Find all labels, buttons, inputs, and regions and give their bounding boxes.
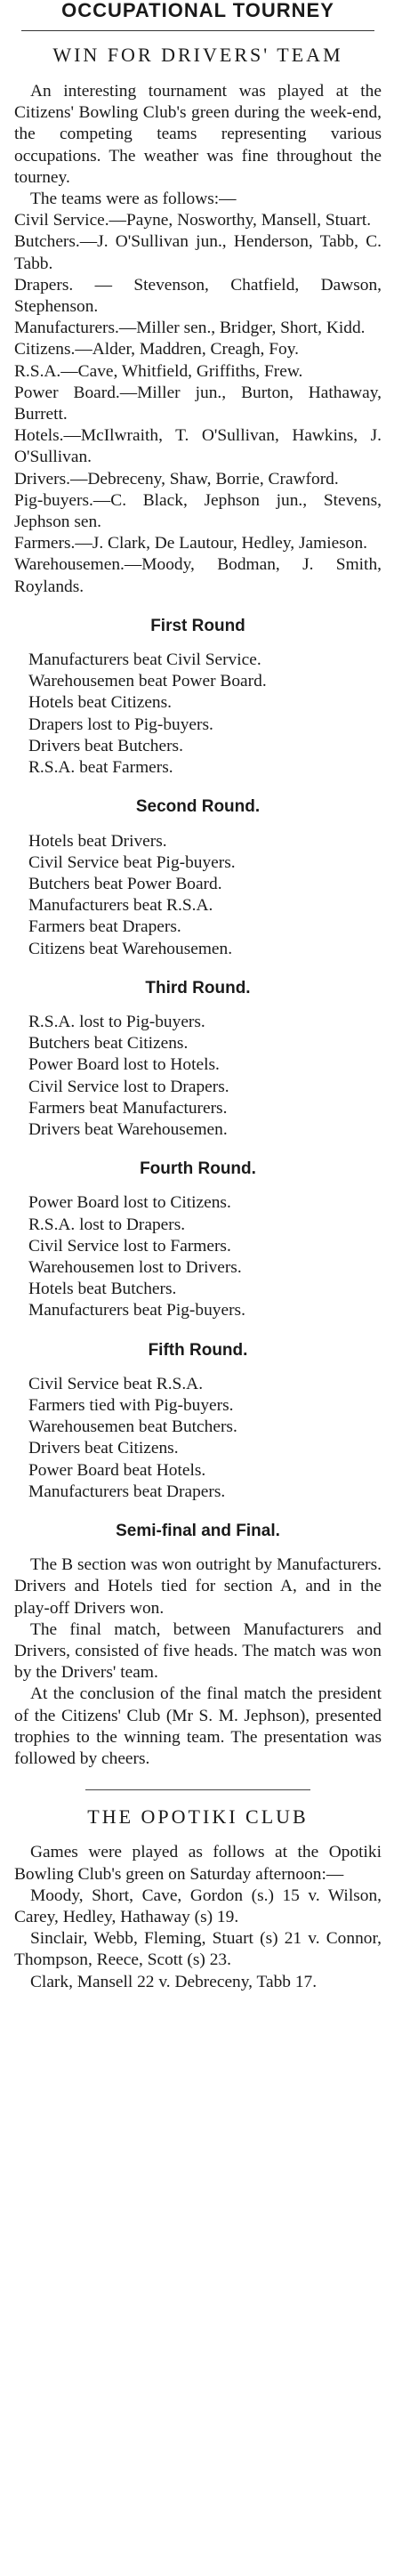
- club-result: Clark, Mansell 22 v. Debreceny, Tabb 17.: [30, 1972, 318, 1991]
- final-paragraph: At the conclusion of the final match the president of the Citizens' Club (Mr S. M. Jephson), presented trophies to the winning team. The presentation was followed by cheers.: [14, 1684, 382, 1769]
- result-line: Drivers beat Citizens.: [28, 1439, 179, 1458]
- result-line: Warehousemen lost to Drivers.: [28, 1257, 242, 1277]
- result-line: Warehousemen beat Power Board.: [28, 672, 267, 691]
- final-title: Semi-final and Final.: [116, 1521, 280, 1540]
- intro-paragraph: An interesting tournament was played at the Citizens' Bowling Club's green during the week-end, the competing teams representing various occupations. The weather was fine throughout the tourney.: [14, 82, 382, 187]
- result-line: Power Board lost to Citizens.: [28, 1193, 231, 1213]
- result-line: Civil Service lost to Drapers.: [28, 1077, 229, 1096]
- result-line: Manufacturers beat Drapers.: [28, 1482, 226, 1501]
- team-entry: Drivers.—Debreceny, Shaw, Borrie, Crawford.: [14, 469, 339, 489]
- team-entry: Citizens.—Alder, Maddren, Creagh, Foy.: [14, 340, 300, 359]
- round-first: [14, 616, 382, 779]
- round-title: First Round: [150, 616, 245, 635]
- result-line: Farmers tied with Pig-buyers.: [28, 1395, 234, 1415]
- article-header: OCCUPATIONAL TOURNEY: [61, 0, 334, 21]
- team-entry: Civil Service.—Payne, Nosworthy, Mansell, Stuart.: [14, 211, 372, 230]
- result-line: Warehousemen beat Butchers.: [28, 1417, 237, 1437]
- team-list: [14, 210, 382, 598]
- result-line: Butchers beat Power Board.: [28, 874, 222, 893]
- result-line: Farmers beat Drapers.: [28, 917, 181, 937]
- result-line: Civil Service beat R.S.A.: [28, 1374, 204, 1393]
- final-section: [14, 1521, 382, 1770]
- round-title: Fifth Round.: [148, 1340, 248, 1360]
- result-line: Drivers beat Butchers.: [28, 736, 183, 755]
- round-third: [14, 978, 382, 1141]
- result-line: Civil Service beat Pig-buyers.: [28, 852, 236, 872]
- round-fourth: [14, 1159, 382, 1321]
- club-paragraph: Games were played as follows at the Opotiki Bowling Club's green on Saturday afternoon:—: [14, 1843, 382, 1884]
- team-entry: Hotels.—McIlwraith, T. O'Sullivan, Hawkins, J. O'Sullivan.: [14, 426, 382, 467]
- result-line: Drapers lost to Pig-buyers.: [28, 715, 213, 734]
- result-line: Citizens beat Warehousemen.: [28, 939, 233, 958]
- result-line: Hotels beat Butchers.: [28, 1280, 177, 1299]
- final-paragraph: The B section was won outright by Manufacturers. Drivers and Hotels tied for section A, and in the play-off Drivers won.: [14, 1555, 382, 1618]
- team-entry: Power Board.—Miller jun., Burton, Hathaway, Burrett.: [14, 383, 382, 424]
- result-line: Manufacturers beat Civil Service.: [28, 650, 261, 670]
- round-second: [14, 796, 382, 959]
- result-line: Manufacturers beat Pig-buyers.: [28, 1301, 245, 1320]
- article-body: [14, 81, 382, 1993]
- result-line: R.S.A. beat Farmers.: [28, 758, 173, 778]
- team-entry: Warehousemen.—Moody, Bodman, J. Smith, Roylands.: [14, 555, 382, 596]
- team-entry: Farmers.—J. Clark, De Lautour, Hedley, Jamieson.: [14, 534, 367, 553]
- result-line: Butchers beat Citizens.: [28, 1034, 189, 1054]
- result-line: R.S.A. lost to Drapers.: [28, 1215, 186, 1234]
- club-title: THE OPOTIKI CLUB: [87, 1805, 309, 1829]
- result-line: Drivers beat Warehousemen.: [28, 1119, 228, 1139]
- final-paragraph: The final match, between Manufacturers and Drivers, consisted of five heads. The match was won by the Drivers' team.: [14, 1619, 382, 1683]
- team-entry: Manufacturers.—Miller sen., Bridger, Short, Kidd.: [14, 319, 366, 338]
- opotiki-club-section: [14, 1806, 382, 1993]
- club-result: Sinclair, Webb, Fleming, Stuart (s) 21 v. Connor, Thompson, Reece, Scott (s) 23.: [14, 1929, 382, 1970]
- result-line: Farmers beat Manufacturers.: [28, 1098, 228, 1118]
- header-rule: [21, 30, 374, 31]
- result-line: Power Board lost to Hotels.: [28, 1055, 220, 1075]
- round-title: Fourth Round.: [140, 1159, 256, 1179]
- result-line: Manufacturers beat R.S.A.: [28, 896, 213, 916]
- round-title: Third Round.: [145, 978, 251, 997]
- result-line: R.S.A. lost to Pig-buyers.: [28, 1012, 205, 1031]
- result-line: Hotels beat Drivers.: [28, 831, 167, 851]
- team-entry: Drapers. — Stevenson, Chatfield, Dawson, Stephenson.: [14, 275, 382, 317]
- result-line: Hotels beat Citizens.: [28, 693, 173, 713]
- round-fifth: [14, 1340, 382, 1503]
- club-result: Moody, Short, Cave, Gordon (s.) 15 v. Wilson, Carey, Hedley, Hathaway (s) 19.: [14, 1886, 382, 1927]
- team-entry: Pig-buyers.—C. Black, Jephson jun., Stevens, Jephson sen.: [14, 490, 382, 532]
- headline: WIN FOR DRIVERS' TEAM: [52, 44, 343, 66]
- team-entry: R.S.A.—Cave, Whitfield, Griffiths, Frew.: [14, 361, 303, 381]
- result-line: Civil Service lost to Farmers.: [28, 1236, 231, 1256]
- teams-intro: The teams were as follows:—: [30, 190, 237, 209]
- section-divider: [85, 1789, 310, 1790]
- round-title: Second Round.: [135, 797, 261, 817]
- team-entry: Butchers.—J. O'Sullivan jun., Henderson, Tabb, C. Tabb.: [14, 232, 382, 273]
- result-line: Power Board beat Hotels.: [28, 1460, 206, 1480]
